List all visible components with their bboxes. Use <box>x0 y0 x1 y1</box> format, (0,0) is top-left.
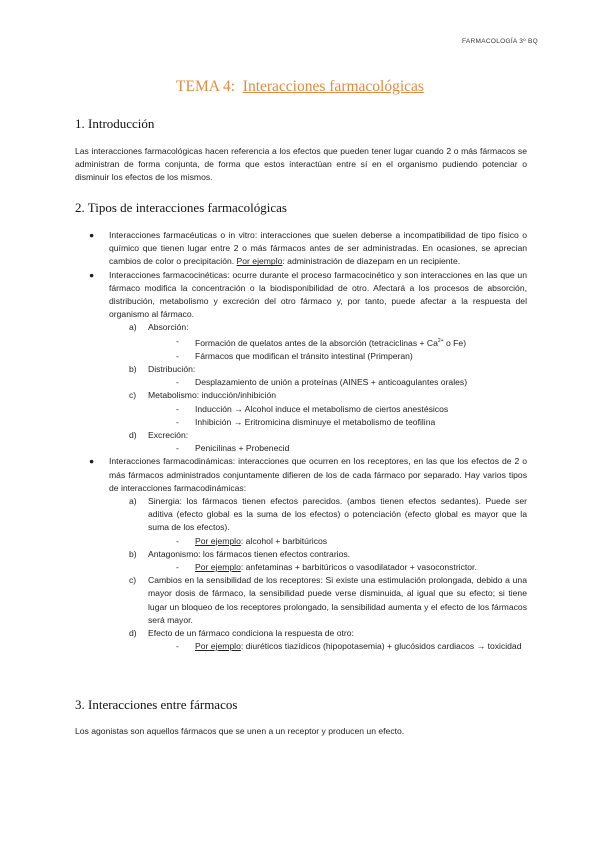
point-text: Desplazamiento de unión a proteínas (AINES + anticoagulantes orales) <box>195 377 468 388</box>
dash-icon: - <box>176 641 179 652</box>
point-text: Formación de quelatos antes de la absorción (tetraciclinas + Ca <box>195 337 438 348</box>
sublist-item-metabolism <box>109 389 527 429</box>
dash-icon: - <box>176 443 179 454</box>
list-item-pharmaceutical <box>75 229 527 269</box>
list-item <box>148 376 527 389</box>
title-prefix: TEMA 4: <box>176 78 236 95</box>
metabolism-points <box>148 403 527 429</box>
page-header-subject: FARMACOLOGÍA 3º BQ <box>461 38 538 45</box>
synergy-points <box>148 535 527 548</box>
example-text: : administración de diazepam en un recipiente. <box>282 256 461 267</box>
example-label: Por ejemplo <box>195 535 241 546</box>
sublist-text: Distribución: <box>148 363 196 374</box>
list-item <box>148 416 527 429</box>
section-heading-introduction: 1. Introducción <box>75 116 155 131</box>
list-item <box>148 561 527 574</box>
list-item <box>148 640 527 653</box>
list-item <box>148 442 527 455</box>
list-item <box>148 335 527 350</box>
sublist-letter: a) <box>129 495 137 506</box>
point-text-after: o Fe) <box>443 337 467 348</box>
section-heading-types: 2. Tipos de interacciones farmacológicas <box>75 200 287 215</box>
point-text: : anfetaminas + barbitúricos o vasodilatador + vasoconstrictor. <box>240 561 477 572</box>
sublist-text: Excreción: <box>148 429 189 440</box>
sublist-item-absorption <box>109 321 527 362</box>
sublist-item-conditioned-response <box>109 627 527 653</box>
introduction-paragraph: Las interacciones farmacológicas hacen referencia a los efectos que pueden tener lugar cuando 2 o más fármacos se administran de forma conjunta, de forma que estos interactúan entre sí en el organismo pudiendo potenciar o disminuir los efectos de los mismos. <box>75 146 527 183</box>
point-text: Inducción → Alcohol induce el metabolismo de ciertos anestésicos <box>195 403 449 414</box>
sublist-letter: c) <box>129 390 137 401</box>
sublist-letter: a) <box>129 322 137 333</box>
distribution-points <box>148 376 527 389</box>
antagonism-points <box>148 561 527 574</box>
section-heading-drug-interactions: 3. Interacciones entre fármacos <box>75 697 238 712</box>
list-item-pharmacodynamic <box>75 455 527 653</box>
dash-icon: - <box>176 561 179 572</box>
sublist-item-synergy <box>109 495 527 548</box>
list-item-pharmacokinetic <box>75 269 527 456</box>
sublist-letter: d) <box>129 627 137 638</box>
title-main: Interacciones farmacológicas <box>242 78 424 95</box>
point-text: : diuréticos tiazídicos (hipopotasemia) + glucósidos cardiacos → toxicidad <box>240 641 522 652</box>
drug-interactions-paragraph: Los agonistas son aquellos fármacos que se unen a un receptor y producen un efecto. <box>75 726 405 736</box>
list-item <box>148 535 527 548</box>
sublist-letter: c) <box>129 575 137 586</box>
pharmacodynamic-sublist <box>109 495 527 653</box>
example-label: Por ejemplo <box>236 256 283 267</box>
sublist-text: Sinergia: los fármacos tienen efectos parecidos. (ambos tienen efectos sedantes). Puede ser aditiva (efecto global es la suma de los efectos) o potenciación (efecto global es mayor que la suma de los efectos). <box>148 495 527 533</box>
item-text: Interacciones farmacocinéticas: ocurre durante el proceso farmacocinético y son interacciones en las que un fármaco modifica la concentración o la biodisponibilidad de otro. Afectará a los procesos de absorción, distribución, metabolismo y excreción del otro fármaco y, por tanto, puede afectar a la respuesta del organismo al fármaco. <box>109 269 527 320</box>
point-text: : alcohol + barbitúricos <box>240 535 328 546</box>
absorption-points <box>148 335 527 363</box>
conditioned-response-points <box>148 640 527 653</box>
sublist-item-excretion <box>109 429 527 455</box>
dash-icon: - <box>176 535 179 546</box>
sublist-item-distribution <box>109 363 527 389</box>
point-text: Inhibición → Eritromicina disminuye el metabolismo de teofilina <box>195 416 436 427</box>
sublist-item-antagonism <box>109 548 527 574</box>
list-item <box>148 403 527 416</box>
sublist-letter: b) <box>129 548 137 559</box>
point-text: Penicilinas + Probenecid <box>195 443 290 454</box>
bullet-icon: ● <box>89 269 95 280</box>
dash-icon: - <box>176 416 179 427</box>
document-title <box>0 78 600 96</box>
sublist-text: Cambios en la sensibilidad de los receptores: Si existe una estimulación prolongada, debido a una mayor dosis de fármaco, la sensibilidad puede verse disminuida, al igual que su efecto; si tiene lugar un bloqueo de los receptores prolongado, la sensibilidad aumenta y el efecto de los fármacos será mayor. <box>148 575 527 625</box>
sublist-text: Efecto de un fármaco condiciona la respuesta de otro: <box>148 627 354 638</box>
sublist-text: Metabolismo: inducción/inhibición <box>148 390 277 401</box>
dash-icon: - <box>176 335 179 346</box>
sublist-letter: d) <box>129 429 137 440</box>
item-text: Interacciones farmacodinámicas: interacciones que ocurren en los receptores, en las que los efectos de 2 o más fármacos administrados conjuntamente difieren de los de cada fármaco por separado. Hay varios tipos de interacciones farmacodinámicas: <box>109 456 527 493</box>
example-label: Por ejemplo <box>195 561 241 572</box>
example-label: Por ejemplo <box>195 641 241 652</box>
point-text: Fármacos que modifican el tránsito intestinal (Primperan) <box>195 350 413 361</box>
dash-icon: - <box>176 377 179 388</box>
pharmacokinetic-sublist <box>109 321 527 455</box>
sublist-letter: b) <box>129 363 137 374</box>
dash-icon: - <box>176 403 179 414</box>
bullet-icon: ● <box>89 230 95 240</box>
item-text: Interacciones farmacéuticas o in vitro: interacciones que suelen deberse a incompatibilidad de tipo físico o químico que tienen lugar entre 2 o más fármacos antes de ser administradas. En ocasiones, se aprecian cambios de color o precipitación. <box>109 230 527 267</box>
excretion-points <box>148 442 527 455</box>
sublist-text: Absorción: <box>148 322 189 333</box>
interaction-types-list <box>75 229 527 653</box>
superscript: 2+ <box>437 337 444 344</box>
sublist-item-receptor-sensitivity <box>109 574 527 627</box>
list-item <box>148 350 527 363</box>
bullet-icon: ● <box>89 456 95 467</box>
sublist-text: Antagonismo: los fármacos tienen efectos contrarios. <box>148 548 351 559</box>
dash-icon: - <box>176 350 179 361</box>
